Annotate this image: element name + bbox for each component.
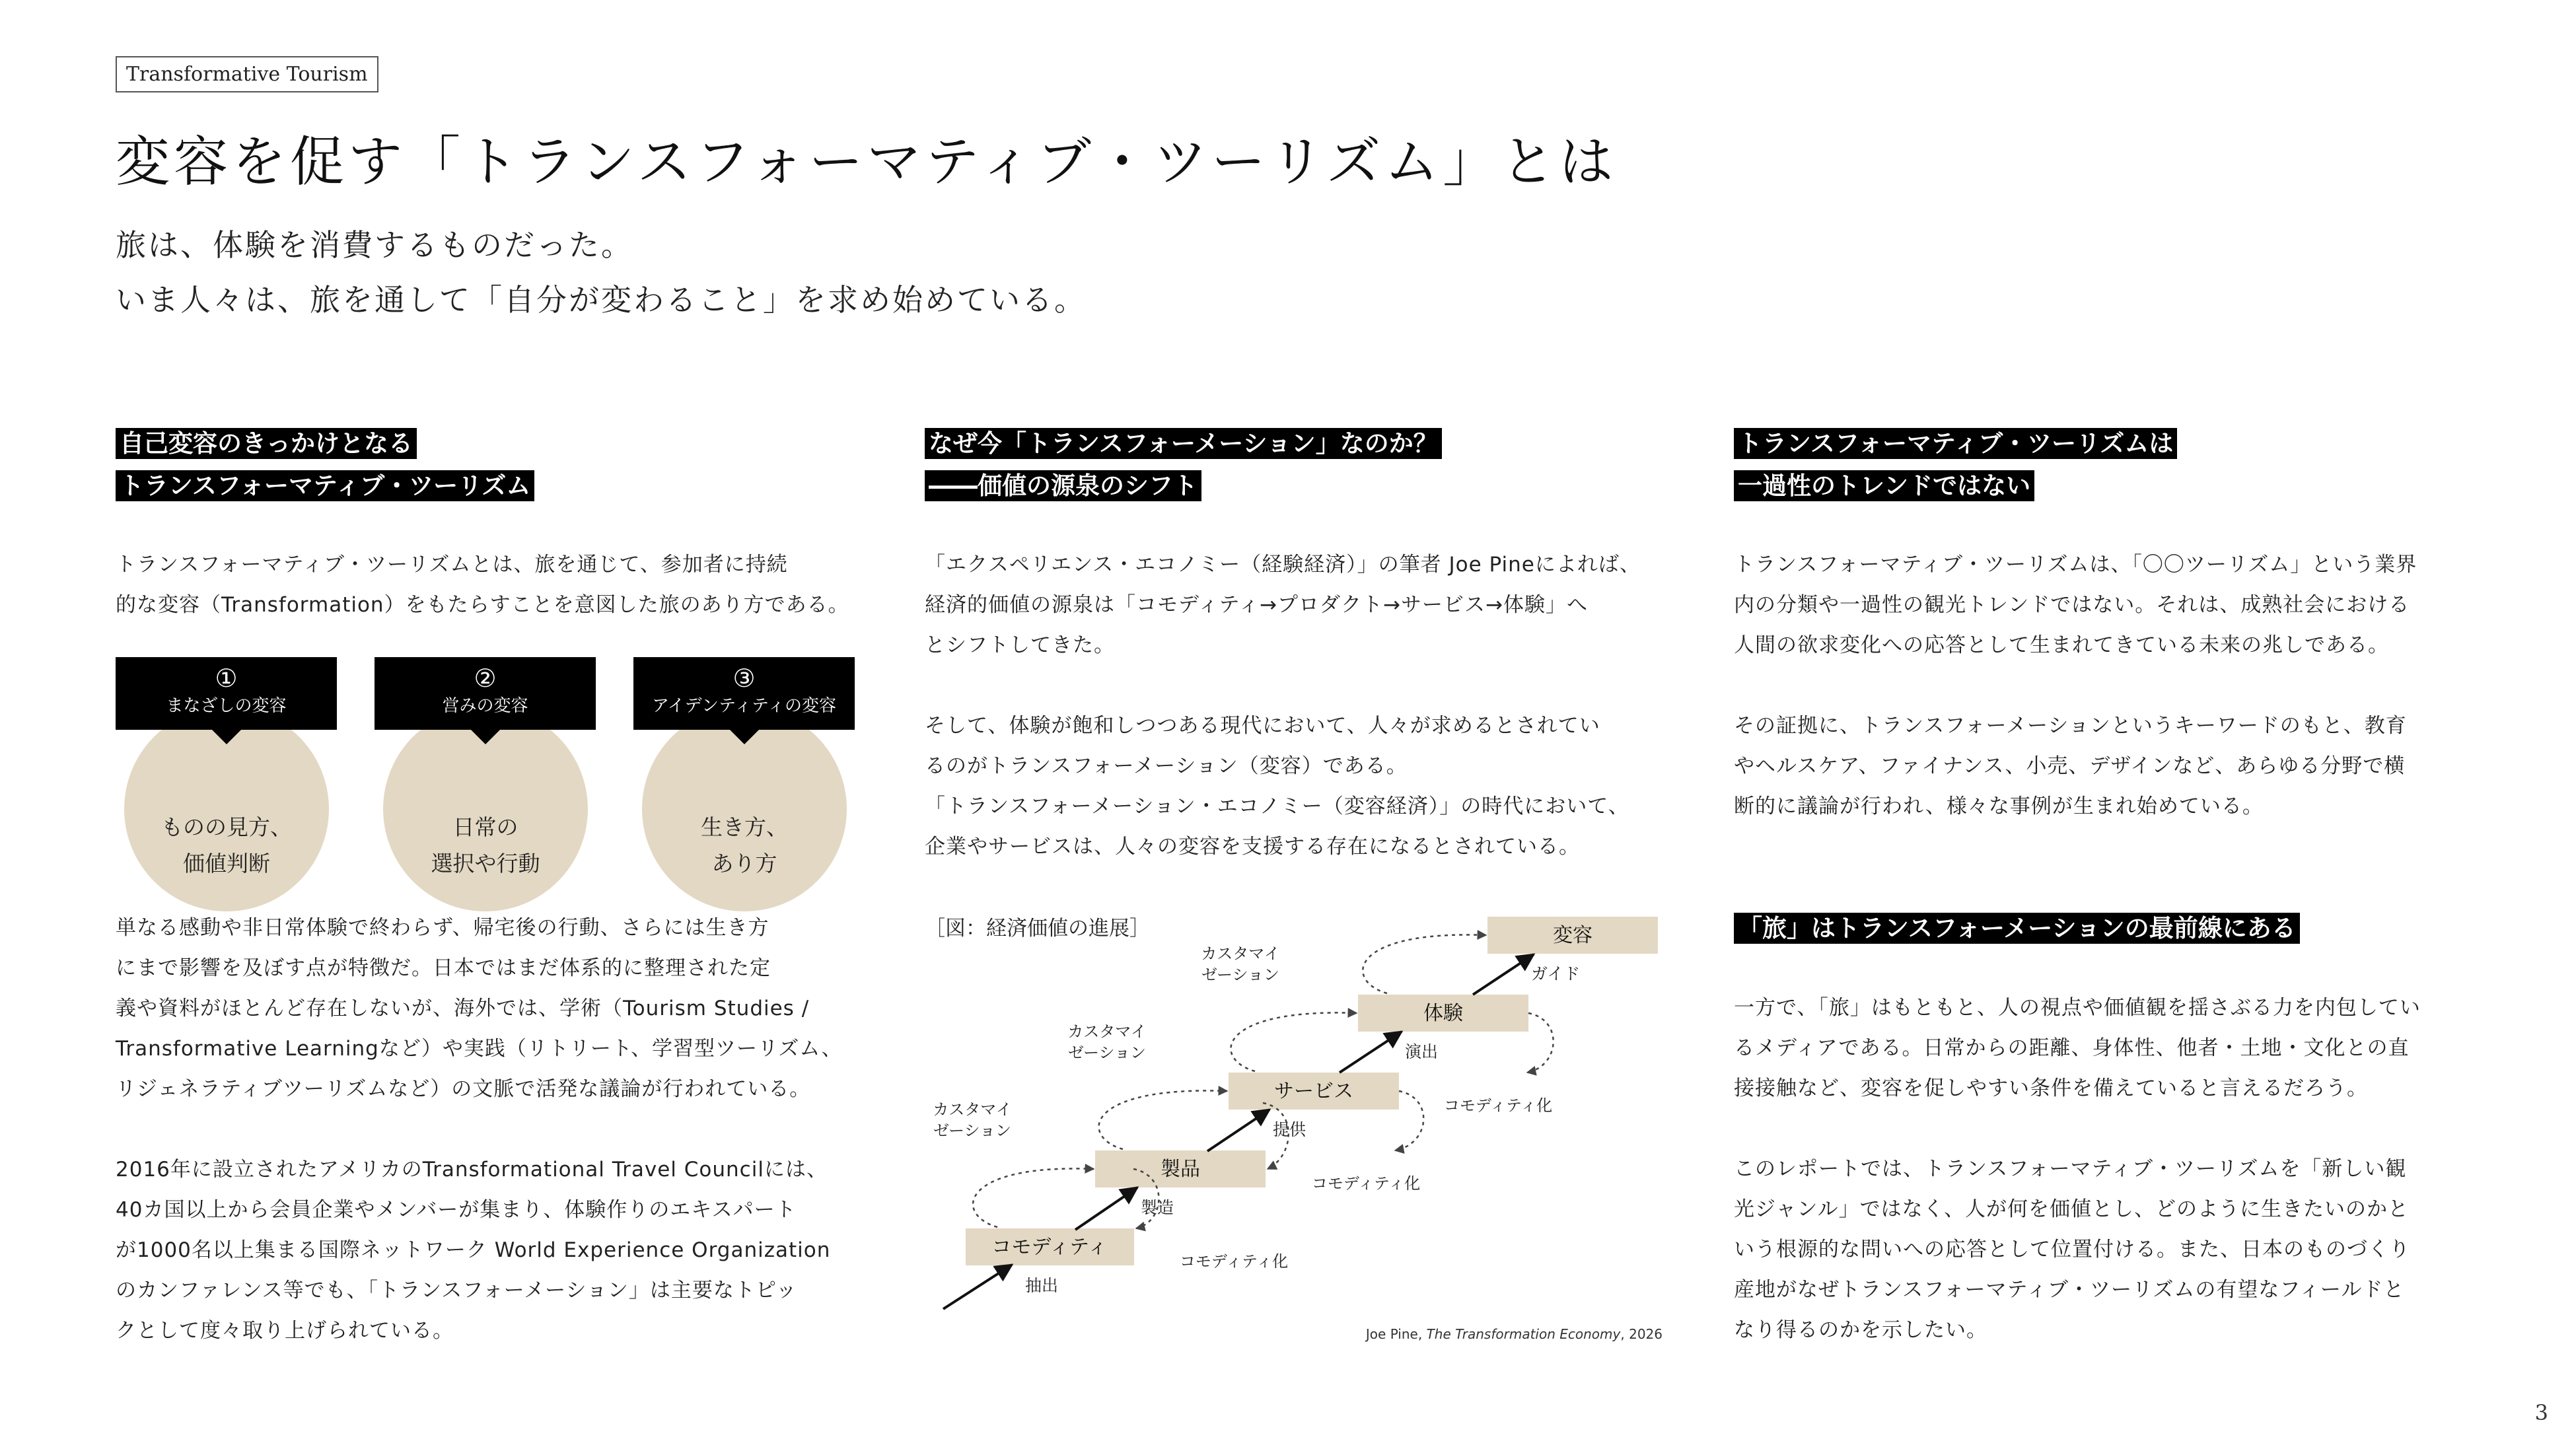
type-circle-text: 生き方、 xyxy=(701,814,788,840)
text-line: トランスフォーマティブ・ツーリズムは、「〇〇ツーリズム」という業界 xyxy=(1734,553,2417,577)
text-line: とシフトしてきた。 xyxy=(925,633,1115,657)
col2-body xyxy=(925,545,1641,907)
type-number: ① xyxy=(215,664,238,693)
text-line: リジェネラティブツーリズムなど）の文脈で活発な議論が行われている。 xyxy=(116,1077,811,1101)
col3-paragraph-2 xyxy=(1734,706,2417,827)
type-name: アイデンティティの変容 xyxy=(652,696,836,716)
text-line: いう根源的な問いへの応答として位置付ける。また、日本のものづくり xyxy=(1734,1238,2410,1261)
commoditization-label: コモディティ化 xyxy=(1443,1096,1553,1115)
text-line: 光ジャンル」ではなく、人が何を価値とし、どのように生きたいのかと xyxy=(1734,1197,2409,1221)
col3-body-bottom xyxy=(1734,988,2421,1391)
step-label: コモディティ xyxy=(991,1236,1108,1259)
type-label-3 xyxy=(633,657,855,730)
text-line: 接接触など、変容を促しやすい条件を備えていると言えるだろう。 xyxy=(1734,1077,2368,1100)
col2-heading-line-2: ――価値の源泉のシフト xyxy=(925,470,1201,501)
text-line: このレポートでは、トランスフォーマティブ・ツーリズムを「新しい観 xyxy=(1734,1157,2407,1181)
text-line: 内の分類や一過性の観光トレンドではない。それは、成熟社会における xyxy=(1734,593,2410,617)
economic-value-diagram xyxy=(925,905,1684,1327)
arrow-deliver xyxy=(1207,1110,1270,1151)
col1-intro xyxy=(116,545,849,625)
arrow-stage xyxy=(1340,1032,1402,1073)
text-line: なり得るのかを示したい。 xyxy=(1734,1318,1987,1342)
arrow-guide xyxy=(1473,954,1534,995)
text-line: るのがトランスフォーメーション（変容）である。 xyxy=(925,754,1408,778)
col3-heading-line-3: 「旅」はトランスフォーメーションの最前線にある xyxy=(1734,913,2300,944)
text-line: 経済的価値の源泉は「コモディティ→プロダクト→サービス→体験」へ xyxy=(925,593,1588,617)
col1-heading-line-1: 自己変容のきっかけとなる xyxy=(116,428,417,459)
col3-paragraph-4 xyxy=(1734,1149,2421,1351)
lead-line-1: 旅は、体験を消費するものだった。 xyxy=(116,227,633,263)
up-label: 演出 xyxy=(1405,1042,1439,1061)
step-label: 製品 xyxy=(1161,1158,1200,1181)
up-label: 抽出 xyxy=(1025,1276,1059,1295)
col3-heading xyxy=(1734,423,2177,507)
up-label: 製造 xyxy=(1141,1198,1174,1217)
type-label-1 xyxy=(116,657,337,730)
text-line: るメディアである。日常からの距離、身体性、他者・土地・文化との直 xyxy=(1734,1036,2410,1060)
type-circle-text: 日常の xyxy=(452,814,519,840)
customization-arrow xyxy=(1363,935,1486,993)
col3-heading-2 xyxy=(1734,907,2300,950)
customization-label: カスタマイ xyxy=(1067,1022,1147,1041)
type-circle-text: 価値判断 xyxy=(183,851,270,876)
text-line: 「トランスフォーメーション・エコノミー（変容経済）」の時代において、 xyxy=(925,795,1629,818)
col2-heading xyxy=(925,423,1442,507)
step-label: 体験 xyxy=(1423,1002,1463,1025)
col3-paragraph-3 xyxy=(1734,988,2421,1109)
customization-arrow xyxy=(1231,1012,1357,1071)
customization-arrow xyxy=(973,1168,1094,1227)
credit-title: The Transformation Economy xyxy=(1426,1326,1621,1342)
col1-heading xyxy=(116,423,534,507)
type-number: ③ xyxy=(733,664,756,693)
text-line: その証拠に、トランスフォーメーションというキーワードのもと、教育 xyxy=(1734,714,2407,738)
text-line: そして、体験が飽和しつつある現代において、人々が求めるとされてい xyxy=(925,714,1600,738)
col2-paragraph-1 xyxy=(925,545,1641,666)
commoditization-label: コモディティ化 xyxy=(1179,1252,1289,1271)
figure-label: ［図：経済価値の進展］ xyxy=(925,917,1150,940)
text-line: Transformative Learningなど）や実践（リトリート、学習型ツーリズム、 xyxy=(116,1037,843,1061)
col2-heading-line-1: なぜ今「トランスフォーメーション」なのか？ xyxy=(925,428,1442,459)
text-line: 産地がなぜトランスフォーマティブ・ツーリズムの有望なフィールドと xyxy=(1734,1278,2405,1302)
type-label-2 xyxy=(375,657,596,730)
commoditization-label: コモディティ化 xyxy=(1311,1174,1421,1193)
text-line: 人間の欲求変化への応答として生まれてきている未来の兆しである。 xyxy=(1734,633,2389,657)
col3-heading-line-2: 一過性のトレンドではない xyxy=(1734,470,2034,501)
type-circle-text: ものの見方、 xyxy=(161,814,292,840)
arrow-extract xyxy=(943,1265,1012,1309)
col1-intro-line: 的な変容（Transformation）をもたらすことを意図した旅のあり方である。 xyxy=(116,593,849,617)
customization-label: ゼーション xyxy=(1201,966,1280,984)
page-title: 変容を促す「トランスフォーマティブ・ツーリズム」とは xyxy=(116,131,1618,194)
text-line: 2016年に設立されたアメリカのTransformational Travel Councilには、 xyxy=(116,1158,828,1182)
figure-credit xyxy=(1366,1326,1663,1342)
credit-author: Joe Pine, xyxy=(1365,1326,1427,1342)
text-line: 企業やサービスは、人々の変容を支援する存在になるとされている。 xyxy=(925,835,1580,859)
customization-label: カスタマイ xyxy=(1201,944,1280,963)
text-line: やヘルスケア、ファイナンス、小売、デザインなど、あらゆる分野で横 xyxy=(1734,754,2406,778)
text-line: クとして度々取り上げられている。 xyxy=(116,1319,454,1343)
text-line: 義や資料がほとんど存在しないが、海外では、学術（Tourism Studies / xyxy=(116,997,810,1020)
step-label: サービス xyxy=(1274,1080,1353,1103)
commoditization-arrow xyxy=(1527,1013,1554,1073)
type-circle-text: あり方 xyxy=(711,851,777,876)
report-tag: Transformative Tourism xyxy=(116,56,378,92)
lead-line-2: いま人々は、旅を通して「自分が変わること」を求め始めている。 xyxy=(116,282,1087,318)
type-name: まなざしの変容 xyxy=(166,696,287,716)
col1-body xyxy=(116,908,842,1392)
customization-arrow xyxy=(1099,1090,1227,1149)
text-line: 一方で、「旅」はもともと、人の視点や価値観を揺さぶる力を内包してい xyxy=(1734,996,2421,1020)
commoditization-arrow xyxy=(1395,1091,1423,1150)
customization-label: カスタマイ xyxy=(933,1100,1012,1119)
step-label: 変容 xyxy=(1553,924,1592,947)
customization-label: ゼーション xyxy=(933,1121,1012,1140)
text-line: にまで影響を及ぼす点が特徴だ。日本ではまだ体系的に整理された定 xyxy=(116,956,771,980)
text-line: のカンファレンス等でも、「トランスフォーメーション」は主要なトピッ xyxy=(116,1279,797,1302)
text-line: 「エクスペリエンス・エコノミー（経験経済）」の筆者 Joe Pineによれば、 xyxy=(925,553,1641,577)
col1-heading-line-2: トランスフォーマティブ・ツーリズム xyxy=(116,470,534,501)
arrow-make xyxy=(1075,1187,1137,1230)
type-number: ② xyxy=(474,664,497,693)
customization-label: ゼーション xyxy=(1067,1043,1147,1062)
up-label: ガイド xyxy=(1531,964,1581,983)
col3-paragraph-1 xyxy=(1734,545,2417,666)
col1-paragraph-2 xyxy=(116,908,842,1110)
col3-body-top xyxy=(1734,545,2417,867)
type-name: 営みの変容 xyxy=(442,696,528,716)
page-number: 3 xyxy=(2534,1400,2548,1425)
text-line: 単なる感動や非日常体験で終わらず、帰宅後の行動、さらには生き方 xyxy=(116,916,769,940)
col2-paragraph-2 xyxy=(925,706,1641,867)
col1-intro-line: トランスフォーマティブ・ツーリズムとは、旅を通じて、参加者に持続 xyxy=(116,553,788,577)
text-line: 40カ国以上から会員企業やメンバーが集まり、体験作りのエキスパート xyxy=(116,1198,797,1222)
col3-heading-line-1: トランスフォーマティブ・ツーリズムは xyxy=(1734,428,2177,459)
type-circle-text: 選択や行動 xyxy=(431,851,540,876)
col1-paragraph-3 xyxy=(116,1150,842,1351)
up-label: 提供 xyxy=(1273,1120,1306,1139)
credit-year: , 2026 xyxy=(1620,1326,1663,1342)
text-line: 断的に議論が行われ、様々な事例が生まれ始めている。 xyxy=(1734,795,2264,818)
text-line: が1000名以上集まる国際ネットワーク World Experience Organization xyxy=(116,1238,831,1262)
